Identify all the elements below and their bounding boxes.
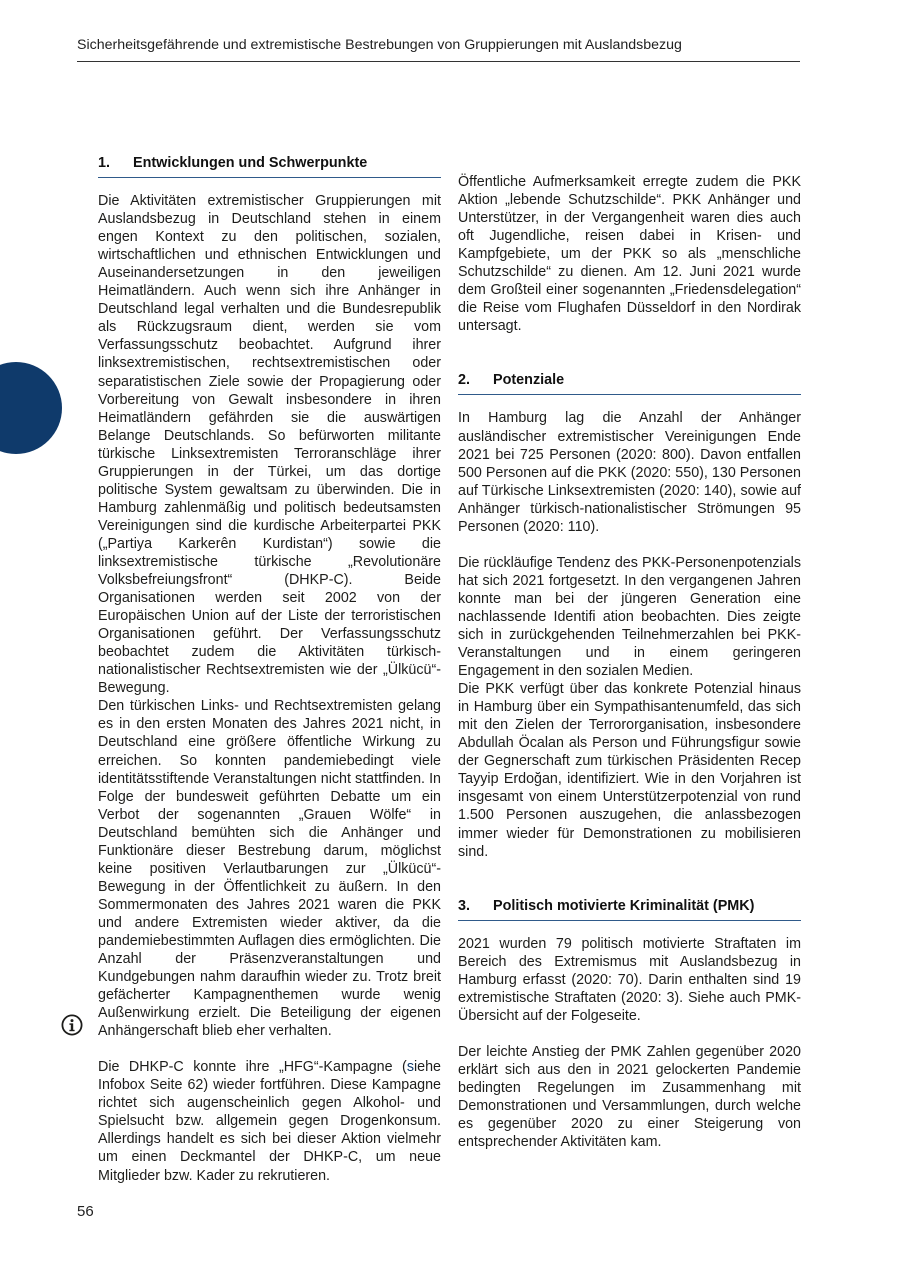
paragraph-3-accent-letter: s <box>406 1059 414 1076</box>
section-1-title: Entwicklungen und Schwerpunkte <box>133 155 368 171</box>
section-1-paragraph-3 <box>98 1058 441 1184</box>
section-2-title: Potenziale <box>493 372 565 389</box>
section-3-title: Politisch motivierte Kriminalität (PMK) <box>493 897 755 914</box>
section-3-paragraph-1: 2021 wurden 79 politisch motivierte Straftaten im Bereich des Extremismus mit Auslandsbezug in Hamburg erfasst (2020: 70). Darin enthalten sind 19 extremistische Straftaten (2020: 3). Siehe auch PMK-Übersicht auf der Folgeseite. <box>458 935 801 1024</box>
left-column <box>98 154 441 1185</box>
section-2-paragraph-3: Die PKK verfügt über das konkrete Potenzial hinaus in Hamburg über ein Sympathisantenumfeld, das sich mit den Zielen der Terrororganisation, insbesondere Abdullah Öcalan als Person und Führungsfigur sowie der Gegnerschaft zum türkischen Präsidenten Recep Tayyip Erdoğan, identifiziert. Wie in den Vorjahren ist insgesamt von einem Unterstützerpotenzial von rund 1.500 Personen auszugehen, die anlassbezogen immer wieder für Demonstrationen zu mobilisieren sind. <box>458 681 801 860</box>
info-icon <box>61 1014 83 1036</box>
section-3-heading <box>458 897 801 921</box>
section-3-number: 3. <box>458 897 471 914</box>
page-number: 56 <box>77 1203 94 1220</box>
section-2-number: 2. <box>458 372 471 389</box>
section-2-paragraph-1: In Hamburg lag die Anzahl der Anhänger ausländischer extremistischer Vereinigungen Ende 2021 bei 725 Personen (2020: 800). Davon entfallen 500 Personen auf die PKK (2020: 550), 130 Personen auf Türkische Linksextremisten (2020: 140), sowie auf Anhänger türkisch-nationalistischer Strömungen 95 Personen (2020: 110). <box>458 410 801 535</box>
section-1-paragraph-2: Den türkischen Links- und Rechtsextremisten gelang es in den ersten Monaten des Jahres 2021 nicht, in Deutschland eine größere öffentliche Wirkung zu erreichen. So konnten pandemiebedingt viele identitätsstiftende Veranstaltungen nicht stattfinden. In Folge der bundesweit geführten Debatte um ein Verbot der sogenannten „Grauen Wölfe“ in Deutschland bemühten sich die Anhänger und Funktionäre dieser Bestrebung darum, möglichst keine positiven Verlautbarungen zur „Ülkücü“-Bewegung in der Öffentlichkeit zu äußern. In den Sommermonaten des Jahres 2021 waren die PKK und andere Extremisten wieder aktiver, da die pandemiebestimmten Auflagen dies ermöglichten. Die Anzahl der Präsenzveranstaltungen und Kundgebungen nahm daraufhin wieder zu. Trotz breit gefächerter Kampagnenthemen wurde wenig Außenwirkung erzielt. Die Beteiligung der eigenen Anhängerschaft blieb eher verhalten. <box>98 698 441 1040</box>
section-1-heading <box>98 154 441 178</box>
section-1-paragraph-4: Öffentliche Aufmerksamkeit erregte zudem die PKK Aktion „lebende Schutzschilde“. PKK Anhänger und Unterstützer, in der Vergangenheit waren dies auch oft Jugendliche, reisen dabei in Krisen- und Kampfgebiete, um der PKK so als „menschliche Schutzschilde“ zu dienen. Am 12. Juni 2021 wurde dem Großteil einer sogenannten „Friedensdelegation“ die Reise vom Flughafen Düsseldorf in den Nordirak untersagt. <box>458 174 801 335</box>
section-2-paragraph-2: Die rückläufige Tendenz des PKK-Personenpotenzials hat sich 2021 fortgesetzt. In den vergangenen Jahren konnte man bei der jüngeren Generation eine nachlassende Identifi ation beobachten. Dies zeigte sich in zurückgehenden Teilnehmerzahlen bei PKK-Veranstaltungen und in einem geringeren Engagement in den sozialen Medien. <box>458 554 801 680</box>
paragraph-3-part-a: Die DHKP-C konnte ihre „HFG“-Kampagne ( <box>98 1059 407 1076</box>
section-2-heading <box>458 371 801 395</box>
running-header <box>77 37 800 62</box>
chapter-side-tab <box>0 362 62 454</box>
section-3-paragraph-2: Der leichte Anstieg der PMK Zahlen gegenüber 2020 erklärt sich aus den in 2021 gelockerten Pandemie bedingten Regelungen im Zusammenhang mit Demonstrationen und Versammlungen, durch welche es gegenüber 2020 zu einer Steigerung von entsprechender Aktivitäten kam. <box>458 1043 801 1151</box>
running-header-title: Sicherheitsgefährende und extremistische Bestrebungen von Gruppierungen mit Auslandsbezug <box>77 37 682 53</box>
section-1-paragraph-1: Die Aktivitäten extremistischer Gruppierungen mit Auslandsbezug in Deutschland stehen in einem engen Kontext zu den politischen, sozialen, wirtschaftlichen und ethnischen Entwicklungen und Auseinandersetzungen in den jeweiligen Heimatländern. Auch wenn sich ihre Anhänger in Deutschland legal verhalten und die Bundesrepublik als Rückzugsraum dient, werden sie vom Verfassungsschutz beobachtet. Aufgrund ihrer linksextremistischen, rechtsextremistischen oder separatistischen Ziele sowie der Propagierung oder Vorbereitung von Gewalt insbesondere in ihren Heimatländern gefährden sie die auswärtigen Belange Deutschlands. So befürworten militante türkische Linksextremisten Terroranschläge ihrer Gruppierungen in der Türkei, um das dortige politische System gewaltsam zu überwinden. Die in Hamburg zahlenmäßig und politisch bedeutsamsten Vereinigungen sind die kurdische Arbeiterpartei PKK („Partiya Karkerên Kurdistan“) sowie die linksextremistische türkische „Revolutionäre Volksbefreiungsfront“ (DHKP-C). Beide Organisationen werden seit 2002 von der Europäischen Union auf der Liste der terroristischen Organisationen geführt. Der Verfassungsschutz beobachtet zudem die Aktivitäten türkisch-nationalistischer Rechtsextremisten wie der „Ülkücü“-Bewegung. <box>98 193 441 697</box>
right-column <box>458 173 801 1151</box>
paragraph-3-part-b: iehe Infobox Seite 62) wieder fortführen. Diese Kampagne richtet sich augenscheinlich gegen Alkohol- und Spielsucht bzw. allgemein gegen Drogenkonsum. Allerdings handelt es sich bei dieser Aktion vielmehr um einen Deckmantel der DHKP-C, um neue Mitglieder bzw. Kader zu rekrutieren. <box>98 1059 441 1184</box>
section-1-number: 1. <box>98 155 111 171</box>
